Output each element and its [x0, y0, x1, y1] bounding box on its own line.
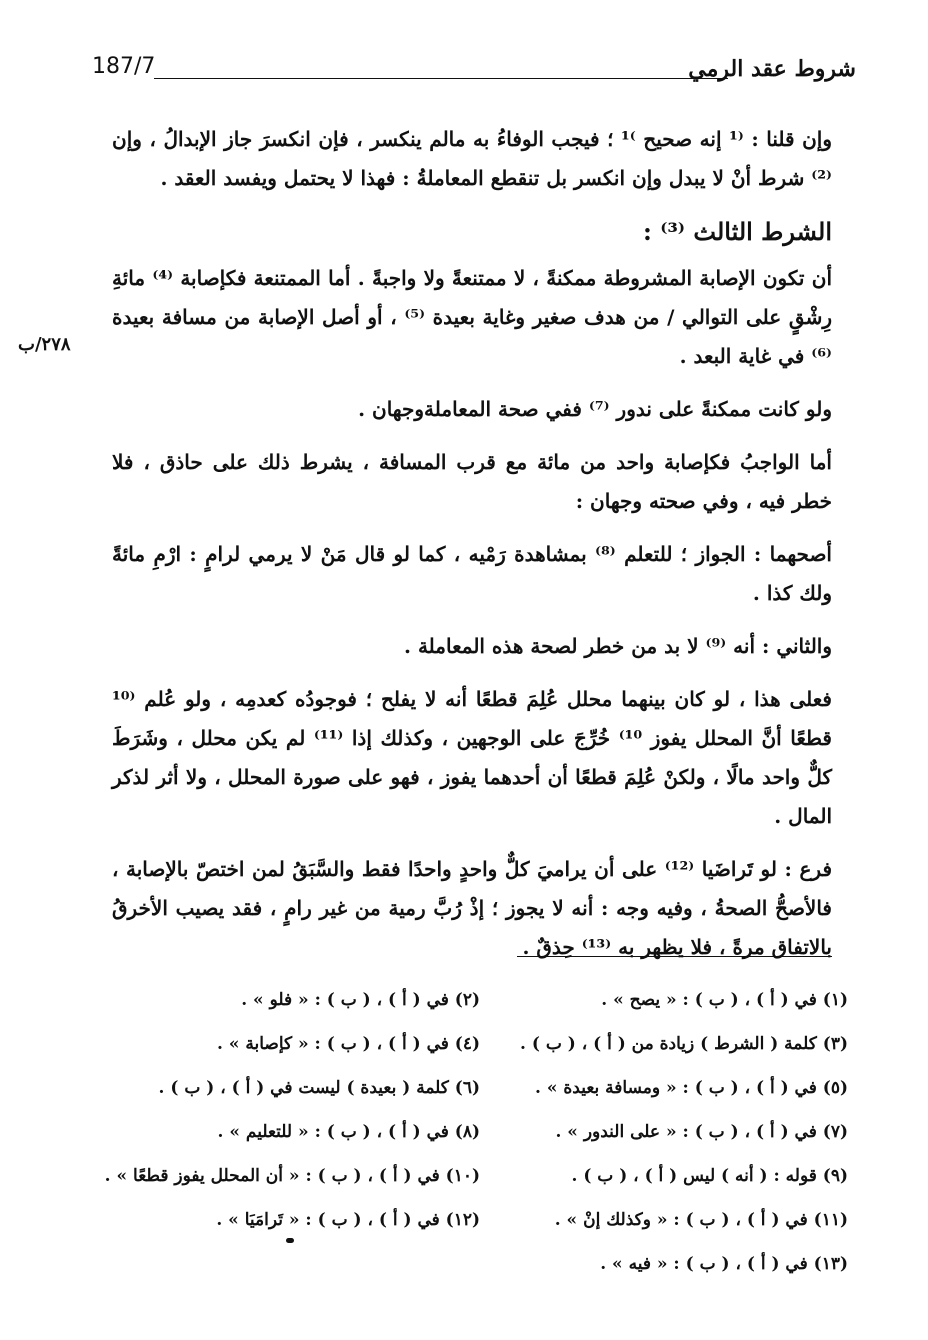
- footnote-6: (٦) كلمة ( بعيدة ) ليست في ( أ ) ، ( ب ) .: [158, 1078, 481, 1098]
- paragraph-1: وإن قلنا : ⁽¹ إنه صحيح ⁾¹ ؛ فيجب الوفاءُ به مالم ينكسر ، فإن انكسرَ جاز الإبدالُ ، وإن ⁽²⁾ شرط أنْ لا يبدل وإن انكسر بل تنقطع المعاملةُ : فهذا لا يحتمل ويفسد العقد .: [112, 127, 833, 190]
- footnotes: [104, 978, 848, 1286]
- ink-mark: [286, 1238, 294, 1243]
- footnote-7: (٧) في ( أ ) ، ( ب ) : « على الندور » .: [555, 1122, 848, 1142]
- footnote-2: (٢) في ( أ ) ، ( ب ) : « فلو » .: [241, 990, 481, 1010]
- paragraph-2: أن تكون الإصابة المشروطة ممكنةً ، لا ممتنعةً ولا واجبةً . أما الممتنعة فكإصابة ⁽⁴⁾ مائةِ رِشْقٍ على التوالي / من هدف صغير وغاية بعيدة ⁽⁵⁾ ، أو أصل الإصابة من مسافة بعيدة ⁽⁶⁾ في غاية البعد .: [112, 266, 833, 368]
- section-heading: الشرط الثالث ⁽³⁾ :: [643, 217, 832, 246]
- paragraph-8: فرع : لو تَراضَيا ⁽¹²⁾ على أن يراميَ كلٌّ واحدٍ واحدًا فقط والسَّبَقُ لمن اختصّ بالإصابة ، فالأصحُّ الصحةُ ، وفيه وجه : أنه لا يجوز ؛ إذْ رُبَّ رمية من غير رامٍ ، فقد يصيب الأخرقُ بالاتفاق مرةً ، فلا يظهر به ⁽¹³⁾ حِذقٌ .: [112, 857, 832, 959]
- footnote-separator: [517, 956, 832, 957]
- footnote-1: (١) في ( أ ) ، ( ب ) : « يصح » .: [601, 990, 848, 1010]
- running-header: [92, 50, 856, 90]
- footnote-10: (١٠) في ( أ ) ، ( ب ) : « أن المحلل يفوز قطعًا » .: [104, 1166, 481, 1186]
- paragraph-6: والثاني : أنه ⁽⁹⁾ لا بد من خطر لصحة هذه المعاملة .: [404, 634, 832, 658]
- footnote-4: (٤) في ( أ ) ، ( ب ) : « كإصابة » .: [216, 1034, 481, 1054]
- page-number: 187/7: [92, 54, 156, 79]
- footnote-8: (٨) في ( أ ) ، ( ب ) : « للتعليم » .: [217, 1122, 481, 1142]
- main-text: [112, 120, 832, 981]
- footnote-grid: [104, 978, 848, 1286]
- footnote-11: (١١) في ( أ ) ، ( ب ) : « وكذلك إنْ » .: [554, 1210, 848, 1230]
- footnote-5: (٥) في ( أ ) ، ( ب ) : « ومسافة بعيدة » .: [534, 1078, 848, 1098]
- footnote-9: (٩) قوله : ( أنه ) ليس ( أ ) ، ( ب ) .: [571, 1166, 848, 1186]
- footnote-12: (١٢) في ( أ ) ، ( ب ) : « تَرامَيَا » .: [216, 1210, 481, 1230]
- manuscript-folio-note: ٢٧٨/ب: [18, 334, 71, 355]
- paragraph-5: أصحهما : الجواز ؛ للتعلم ⁽⁸⁾ بمشاهدة رَمْيه ، كما لو قال مَنْ لا يرمي لرامٍ : ارْمِ مائةً ولك كذا .: [112, 542, 832, 605]
- footnote-13: (١٣) في ( أ ) ، ( ب ) : « فيه » .: [600, 1254, 848, 1274]
- paragraph-3: ولو كانت ممكنةً على ندور ⁽⁷⁾ ففي صحة المعاملةوجهان .: [358, 397, 832, 421]
- running-title: شروط عقد الرمي: [688, 56, 856, 82]
- paragraph-4: أما الواجبُ فكإصابة واحد من مائة مع قرب المسافة ، يشرط ذلك على حاذق ، فلا خطر فيه ، وفي صحته وجهان :: [112, 450, 832, 513]
- header-rule: [154, 78, 728, 79]
- paragraph-7: فعلى هذا ، لو كان بينهما محلل عُلِمَ قطعًا أنه لا يفلح ؛ فوجودُه كعدمِه ، ولو عُلم ⁽¹⁰ قطعًا أنَّ المحلل يفوز ¹⁰⁾ خُرِّجَ على الوجهين ، وكذلك إذا ⁽¹¹⁾ لم يكن محلل ، وشَرَطَ كلٌّ واحد مالًا ، ولكنْ عُلِمَ قطعًا أن أحدهما يفوز ، فهو على صورة المحلل ، ولا أثر لذكر المال .: [112, 687, 832, 828]
- footnote-3: (٣) كلمة ( الشرط ) زيادة من ( أ ) ، ( ب ) .: [520, 1034, 848, 1054]
